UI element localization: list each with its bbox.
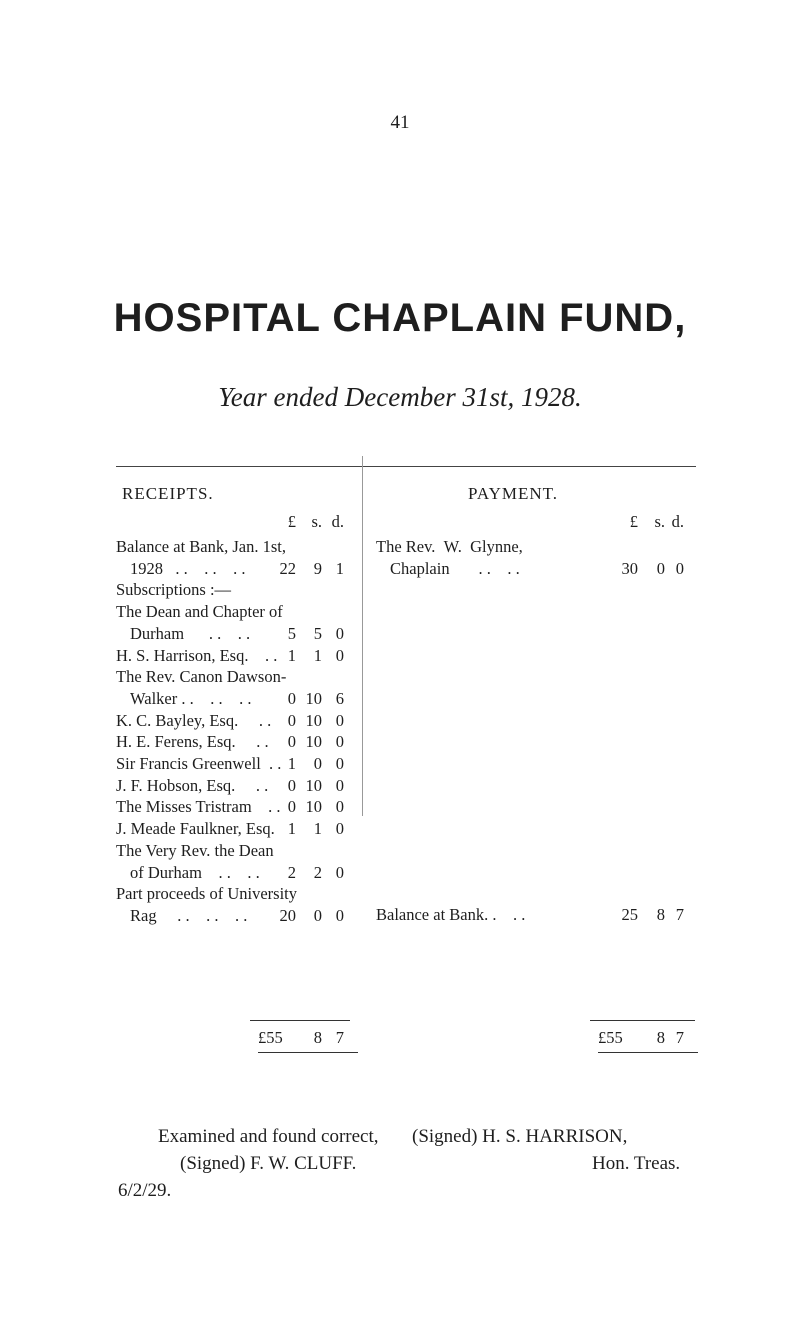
payment-line-pence: 0 bbox=[675, 558, 684, 578]
payment-pence-header: d. bbox=[671, 512, 684, 531]
receipts-line-shillings: 2 bbox=[313, 862, 322, 882]
receipts-shillings-header: s. bbox=[311, 512, 322, 531]
payment-line-pounds: 30 bbox=[621, 558, 638, 578]
auditor-signature: (Signed) F. W. CLUFF. bbox=[180, 1153, 357, 1174]
receipts-line-pounds: 2 bbox=[287, 862, 296, 882]
receipts-line-pounds: 1 bbox=[287, 754, 296, 773]
receipts-line-shillings: 9 bbox=[313, 558, 322, 578]
receipts-line-text: Balance at Bank, Jan. 1st, bbox=[116, 537, 286, 556]
receipts-line-shillings: 10 bbox=[305, 710, 322, 730]
payment-total-shillings: 8 bbox=[656, 1028, 665, 1047]
receipts-line-pounds: 0 bbox=[287, 710, 296, 730]
receipts-pence-header: d. bbox=[331, 512, 344, 531]
receipts-line-pounds: 5 bbox=[287, 623, 296, 643]
payment-total-pounds: £55 bbox=[598, 1028, 623, 1047]
receipts-line-pence: 0 bbox=[335, 862, 344, 882]
payment-line-text: The Rev. W. Glynne, bbox=[376, 537, 523, 556]
receipts-line-text: Rag . . . . . . bbox=[130, 905, 248, 925]
receipts-line-text: The Rev. Canon Dawson- bbox=[116, 667, 287, 687]
receipts-line-text: H. S. Harrison, Esq. . . bbox=[116, 645, 278, 665]
receipts-line-text: J. F. Hobson, Esq. . . bbox=[116, 775, 269, 795]
receipts-line-pence: 0 bbox=[335, 775, 344, 795]
receipts-line-shillings: 0 bbox=[313, 754, 322, 773]
receipts-line-text: J. Meade Faulkner, Esq. bbox=[116, 819, 275, 839]
receipts-line-text: H. E. Ferens, Esq. . . bbox=[116, 732, 269, 752]
receipts-line-shillings: 5 bbox=[313, 623, 322, 643]
document-subtitle: Year ended December 31st, 1928. bbox=[218, 382, 582, 412]
receipts-line-text: Durham . . . . bbox=[130, 623, 251, 643]
receipts-heading: RECEIPTS. bbox=[122, 484, 214, 503]
receipts-sum-line-top bbox=[250, 1020, 350, 1021]
receipts-line-pence: 6 bbox=[335, 688, 344, 708]
receipts-line-text: 1928 . . . . . . bbox=[130, 558, 246, 578]
payment-line-text: Chaplain . . . . bbox=[390, 558, 520, 578]
receipts-pounds-header: £ bbox=[287, 512, 296, 531]
treasurer-title: Hon. Treas. bbox=[592, 1153, 681, 1174]
receipts-line-pounds: 1 bbox=[287, 645, 296, 665]
payment-pounds-header: £ bbox=[629, 512, 638, 531]
receipts-line-pence: 0 bbox=[335, 797, 344, 817]
payment-sum-line-bottom bbox=[598, 1052, 698, 1053]
payment-shillings-header: s. bbox=[654, 512, 665, 531]
receipts-line-text: of Durham . . . . bbox=[130, 862, 260, 882]
receipts-line-pounds: 0 bbox=[287, 688, 296, 708]
receipts-line-text: The Misses Tristram . . bbox=[116, 797, 281, 817]
receipts-line-pounds: 0 bbox=[287, 732, 296, 752]
receipts-total-pounds: £55 bbox=[258, 1028, 283, 1047]
receipts-total-shillings: 8 bbox=[313, 1028, 322, 1047]
receipts-line-text: The Very Rev. the Dean bbox=[116, 840, 274, 860]
payment-line-pence: 7 bbox=[675, 905, 684, 924]
receipts-line-shillings: 10 bbox=[305, 688, 322, 708]
receipts-line-pence: 0 bbox=[335, 905, 344, 925]
receipts-line-text: Part proceeds of University bbox=[116, 884, 297, 904]
document-title: HOSPITAL CHAPLAIN FUND, bbox=[113, 296, 687, 340]
receipts-line-pence: 1 bbox=[335, 558, 344, 578]
receipts-line-pounds: 1 bbox=[287, 819, 296, 839]
receipts-line-text: The Dean and Chapter of bbox=[116, 602, 283, 622]
payment-total-pence: 7 bbox=[675, 1028, 684, 1047]
receipts-line-text: K. C. Bayley, Esq. . . bbox=[116, 710, 272, 730]
treasurer-signature: (Signed) H. S. HARRISON, bbox=[412, 1126, 628, 1147]
receipts-line-pounds: 20 bbox=[279, 905, 296, 925]
receipts-line-shillings: 10 bbox=[305, 732, 322, 752]
receipts-line-shillings: 1 bbox=[313, 645, 322, 665]
receipts-line-shillings: 0 bbox=[313, 905, 322, 925]
receipts-line-pence: 0 bbox=[335, 645, 344, 665]
receipts-line-text: Walker . . . . . . bbox=[130, 688, 252, 708]
receipts-line-shillings: 10 bbox=[305, 797, 322, 817]
payment-line-shillings: 8 bbox=[656, 905, 665, 924]
receipts-line-shillings: 10 bbox=[305, 775, 322, 795]
receipts-line-text: Subscriptions :— bbox=[116, 580, 232, 600]
receipts-line-pence: 0 bbox=[335, 710, 344, 730]
receipts-sum-line-bottom bbox=[258, 1052, 358, 1053]
audit-date: 6/2/29. bbox=[118, 1180, 172, 1201]
receipts-line-pounds: 0 bbox=[287, 797, 296, 817]
payment-line-text: Balance at Bank. . . . bbox=[376, 905, 526, 924]
receipts-line-pence: 0 bbox=[335, 732, 344, 752]
receipts-line-pence: 0 bbox=[335, 819, 344, 839]
receipts-line-shillings: 1 bbox=[313, 819, 322, 839]
examined-note: Examined and found correct, bbox=[158, 1126, 379, 1147]
payment-heading: PAYMENT. bbox=[468, 484, 559, 503]
payment-line-shillings: 0 bbox=[656, 558, 665, 578]
receipts-line-text: Sir Francis Greenwell . . bbox=[116, 754, 282, 773]
receipts-line-pence: 0 bbox=[335, 623, 344, 643]
page-number: 41 bbox=[390, 112, 410, 133]
payment-line-pounds: 25 bbox=[621, 905, 638, 924]
receipts-line-pounds: 22 bbox=[279, 558, 296, 578]
top-rule bbox=[116, 466, 696, 467]
payment-sum-line-top bbox=[590, 1020, 695, 1021]
receipts-line-pounds: 0 bbox=[287, 775, 296, 795]
receipts-line-pence: 0 bbox=[335, 754, 344, 773]
receipts-total-pence: 7 bbox=[335, 1028, 344, 1047]
column-divider bbox=[362, 456, 363, 816]
